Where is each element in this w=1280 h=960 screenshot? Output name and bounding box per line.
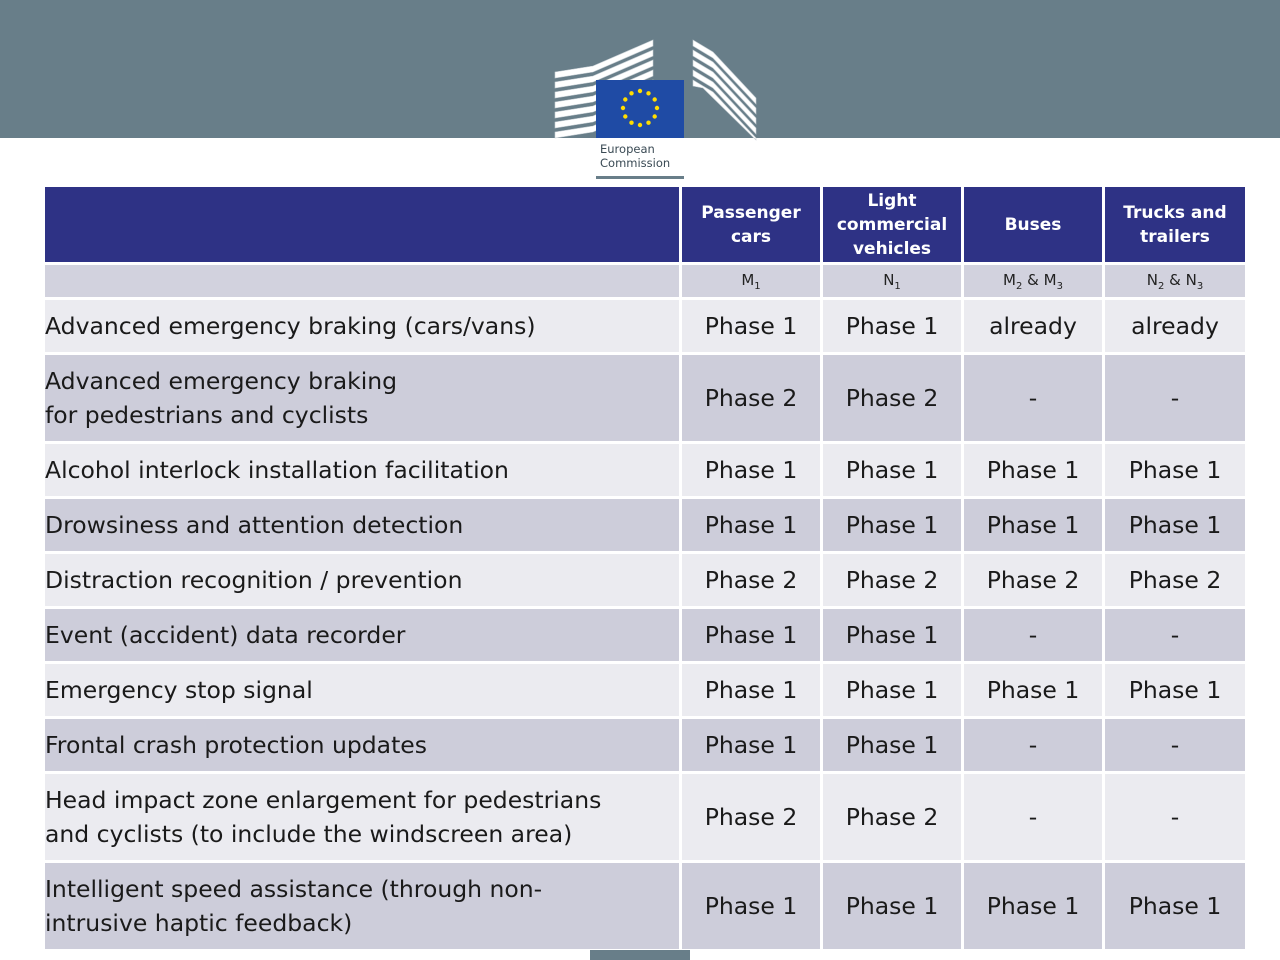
header-cell-passenger-cars: [682, 187, 820, 262]
header-label: Trucks and trailers: [1123, 202, 1227, 247]
header-cell-light-commercial: [823, 187, 961, 262]
value-cell: -: [1105, 609, 1245, 661]
value-cell: Phase 2: [682, 554, 820, 606]
value-cell: -: [964, 774, 1102, 860]
feature-cell: Advanced emergency braking (cars/vans): [45, 300, 679, 352]
feature-cell: Intelligent speed assistance (through non- intrusive haptic feedback): [45, 863, 679, 949]
value-cell: Phase 1: [682, 444, 820, 496]
value-cell: Phase 1: [964, 499, 1102, 551]
header-cell-trucks: [1105, 187, 1245, 262]
value-cell: -: [964, 355, 1102, 441]
value-cell: Phase 2: [823, 774, 961, 860]
value-cell: Phase 1: [823, 863, 961, 949]
value-cell: Phase 1: [682, 664, 820, 716]
feature-cell: Emergency stop signal: [45, 664, 679, 716]
category-cell-empty: [45, 265, 679, 297]
header-cell-buses: Buses: [964, 187, 1102, 262]
value-cell: Phase 1: [823, 609, 961, 661]
table-row: [45, 664, 1245, 716]
value-cell: Phase 1: [1105, 444, 1245, 496]
value-cell: -: [964, 609, 1102, 661]
feature-cell: Distraction recognition / prevention: [45, 554, 679, 606]
value-cell: Phase 2: [682, 774, 820, 860]
table-row: [45, 355, 1245, 441]
logo-text: [600, 142, 670, 170]
value-cell: -: [1105, 719, 1245, 771]
value-cell: Phase 1: [823, 719, 961, 771]
table-row: [45, 300, 1245, 352]
value-cell: Phase 1: [682, 609, 820, 661]
table-row: [45, 554, 1245, 606]
header-label: Light commercial vehicles: [836, 190, 948, 259]
category-row: [45, 265, 1245, 297]
value-cell: already: [1105, 300, 1245, 352]
value-cell: Phase 1: [682, 499, 820, 551]
value-cell: Phase 1: [682, 719, 820, 771]
value-cell: already: [964, 300, 1102, 352]
table-row: [45, 774, 1245, 860]
value-cell: Phase 1: [823, 300, 961, 352]
header-label: Passenger cars: [701, 202, 801, 247]
logo-text-line1: European: [600, 142, 655, 156]
category-cell-m1: $M_1$: [682, 265, 820, 297]
logo-text-line2: Commission: [600, 156, 671, 170]
table-row: [45, 719, 1245, 771]
value-cell: Phase 1: [1105, 499, 1245, 551]
header-cell-feature: [45, 187, 679, 262]
value-cell: Phase 1: [682, 863, 820, 949]
value-cell: Phase 1: [682, 300, 820, 352]
vehicle-safety-table: [42, 184, 1248, 952]
value-cell: Phase 1: [964, 664, 1102, 716]
feature-cell: Advanced emergency braking for pedestrians and cyclists: [45, 355, 679, 441]
value-cell: Phase 2: [823, 554, 961, 606]
table-header-row: [45, 187, 1245, 262]
category-cell-n2-n3: $N_2$ & $N_3$: [1105, 265, 1245, 297]
value-cell: -: [964, 719, 1102, 771]
table-row: [45, 499, 1245, 551]
feature-cell: Alcohol interlock installation facilitation: [45, 444, 679, 496]
category-cell-n1: $N_1$: [823, 265, 961, 297]
value-cell: Phase 2: [823, 355, 961, 441]
value-cell: -: [1105, 355, 1245, 441]
table-row: [45, 863, 1245, 949]
value-cell: -: [1105, 774, 1245, 860]
value-cell: Phase 2: [1105, 554, 1245, 606]
value-cell: Phase 1: [823, 444, 961, 496]
value-cell: Phase 1: [1105, 863, 1245, 949]
value-cell: Phase 2: [964, 554, 1102, 606]
value-cell: Phase 1: [823, 664, 961, 716]
value-cell: Phase 1: [1105, 664, 1245, 716]
value-cell: Phase 1: [964, 444, 1102, 496]
category-cell-m2-m3: $M_2$ & $M_3$: [964, 265, 1102, 297]
logo-underline: [596, 176, 684, 179]
feature-cell: Drowsiness and attention detection: [45, 499, 679, 551]
table-row: [45, 444, 1245, 496]
feature-cell: Event (accident) data recorder: [45, 609, 679, 661]
table-row: [45, 609, 1245, 661]
footer-tab: [590, 950, 690, 960]
value-cell: Phase 1: [823, 499, 961, 551]
feature-cell: Head impact zone enlargement for pedestrians and cyclists (to include the windscreen area): [45, 774, 679, 860]
value-cell: Phase 2: [682, 355, 820, 441]
value-cell: Phase 1: [964, 863, 1102, 949]
feature-cell: Frontal crash protection updates: [45, 719, 679, 771]
